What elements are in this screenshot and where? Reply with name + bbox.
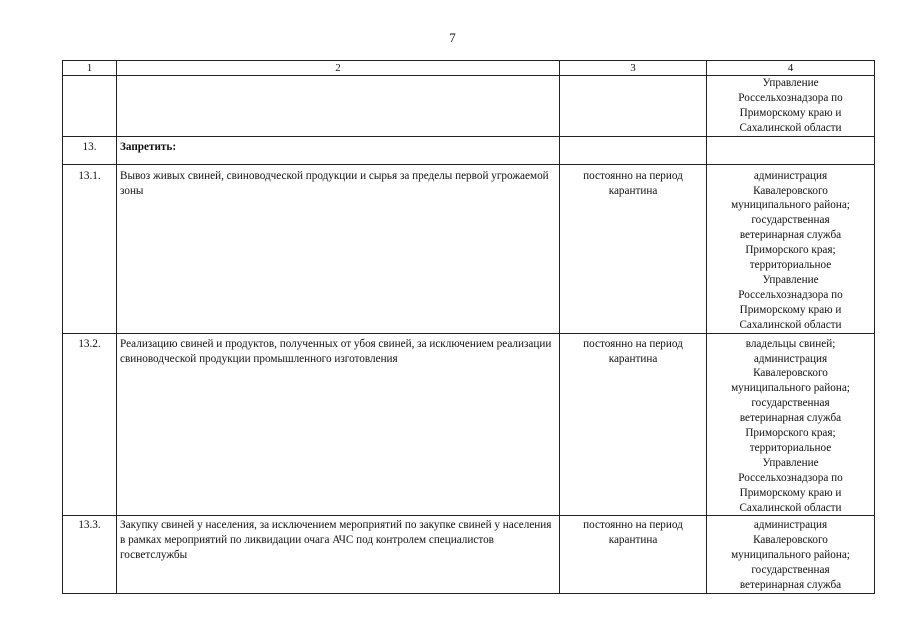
responsible-line: Россельхознадзора по [738,91,843,104]
period-line: постоянно на период [583,337,683,350]
column-number-4: 4 [707,61,875,76]
period-cell [560,164,707,333]
responsible-line: Сахалинской области [739,121,842,134]
responsible-line: Приморскому краю и [739,486,842,499]
page-number: 7 [449,30,456,45]
responsible-line: Приморского края; [745,244,836,257]
responsible-line: муниципального района; [731,199,850,212]
period-line: постоянно на период [583,169,683,182]
measures-table [62,60,875,594]
responsible-line: Приморского края; [745,427,836,440]
row-number-cell [63,76,117,137]
responsible-line: администрация [753,352,828,365]
responsible-line: Кавалеровского [753,534,828,547]
responsible-cell [707,164,875,333]
responsible-cell [707,516,875,594]
period-line: карантина [608,534,658,547]
responsible-cell [707,136,875,164]
row-number-cell: 13.1. [63,164,117,333]
responsible-line: администрация [753,519,828,532]
action-cell [117,76,560,137]
responsible-line: Приморскому краю и [739,106,842,119]
row-number-cell: 13. [63,136,117,164]
period-cell [560,76,707,137]
period-cell [560,136,707,164]
row-number-cell: 13.2. [63,333,117,516]
column-number-row [63,61,875,76]
responsible-line: муниципального района; [731,549,850,562]
responsible-line: ветеринарная служба [739,229,842,242]
action-cell: Реализацию свиней и продуктов, полученных от убоя свиней, за исключением реализации свиноводческой продукции промышленного изготовления [117,333,560,516]
responsible-line: ветеринарная служба [739,579,842,592]
responsible-line: Кавалеровского [753,184,828,197]
table-row [63,516,875,594]
responsible-line: Управление [762,456,819,469]
responsible-line: ветеринарная служба [739,412,842,425]
column-number-2: 2 [117,61,560,76]
column-number-3: 3 [560,61,707,76]
period-line: постоянно на период [583,519,683,532]
responsible-cell [707,333,875,516]
responsible-line: Россельхознадзора по [738,288,843,301]
responsible-line: Приморскому краю и [739,303,842,316]
table-row [63,333,875,516]
responsible-line: администрация [753,169,828,182]
period-cell [560,333,707,516]
table-row [63,164,875,333]
period-cell [560,516,707,594]
row-number-cell: 13.3. [63,516,117,594]
responsible-cell [707,76,875,137]
responsible-line: территориальное [749,441,832,454]
responsible-line: Управление [762,77,819,89]
responsible-line: Россельхознадзора по [738,471,843,484]
responsible-line: государственная [751,214,830,227]
action-cell: Вывоз живых свиней, свиноводческой продукции и сырья за пределы первой угрожаемой зоны [117,164,560,333]
responsible-line: Управление [762,273,819,286]
responsible-line: Кавалеровского [753,367,828,380]
responsible-line: территориальное [749,259,832,272]
period-line: карантина [608,352,658,365]
responsible-line: Сахалинской области [739,318,842,331]
period-line: карантина [608,184,658,197]
responsible-line: владельцы свиней; [745,337,836,350]
responsible-line: государственная [751,564,830,577]
action-cell: Закупку свиней у населения, за исключением мероприятий по закупке свиней у населения в рамках мероприятий по ликвидации очага АЧС под контролем специалистов госветслужбы [117,516,560,594]
continuation-row [63,76,875,137]
responsible-line: муниципального района; [731,382,850,395]
section-row-13 [63,136,875,164]
section-heading: Запретить: [117,136,560,164]
column-number-1: 1 [63,61,117,76]
responsible-line: государственная [751,397,830,410]
responsible-line: Сахалинской области [739,501,842,514]
